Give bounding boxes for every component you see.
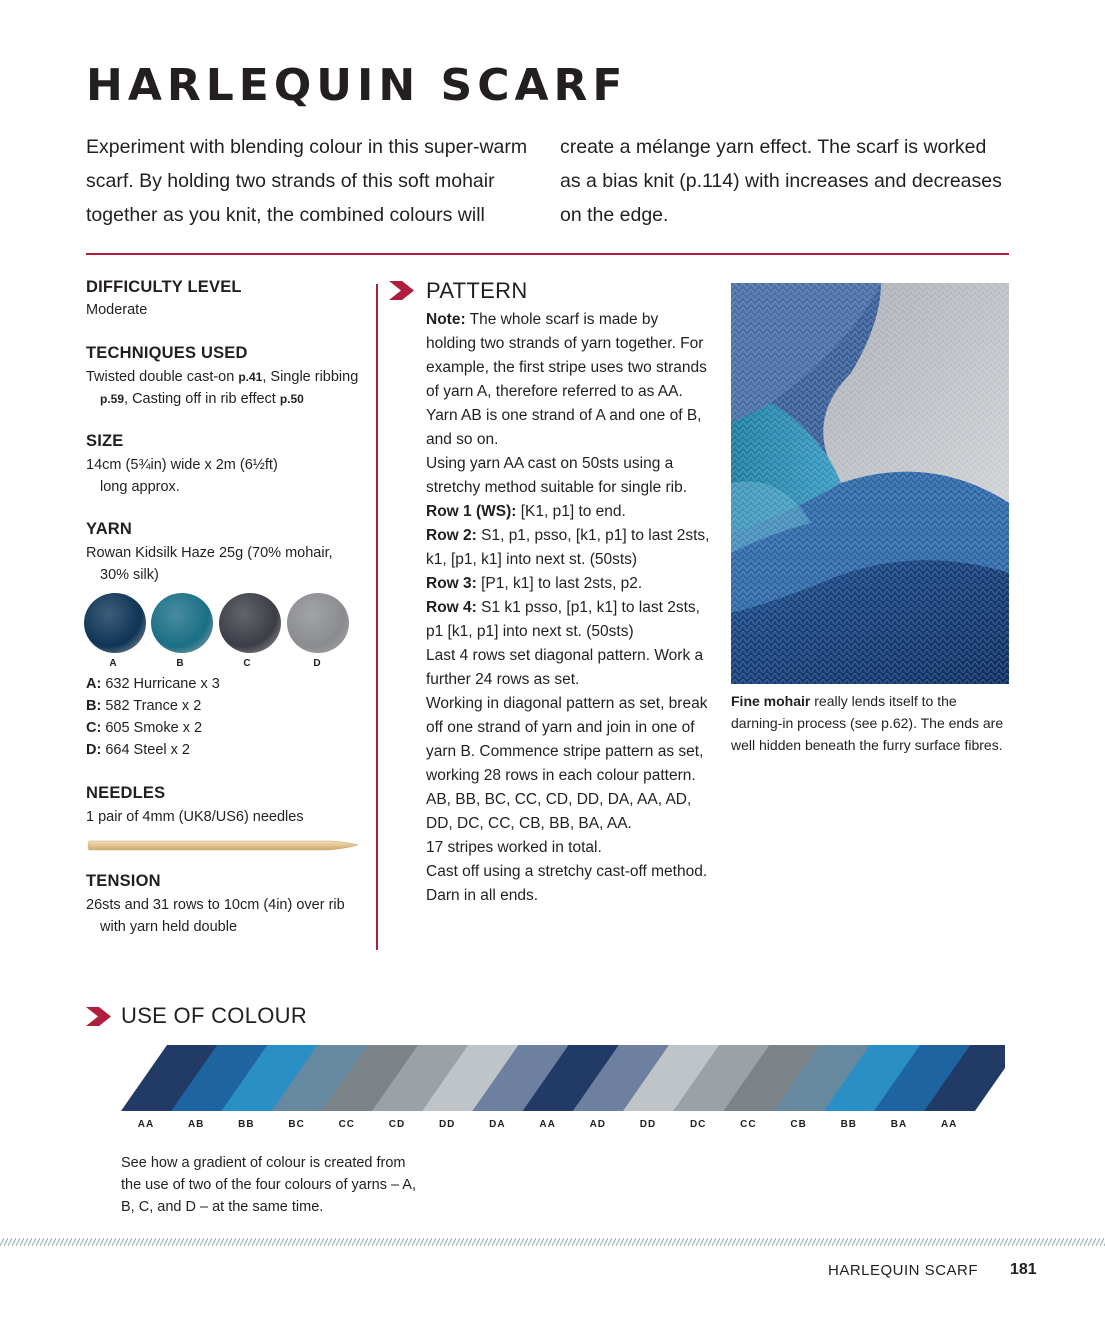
intro-left-column: Experiment with blending colour in this super-warm scarf. By holding two strands of this soft mohair together as you knit, the combined colours will xyxy=(86,136,528,226)
note-label: Note: xyxy=(426,311,466,328)
colour-caption: See how a gradient of colour is created from the use of two of the four colours of yarns – A, B, C, and D – at the same time. xyxy=(121,1155,416,1215)
technique-text: , Casting off in rib effect xyxy=(124,391,280,407)
row-label: Row 1 (WS): xyxy=(426,503,517,520)
stripe-label: BB xyxy=(238,1119,255,1130)
pattern-cast-on: Using yarn AA cast on 50sts using a stretchy method suitable for single rib. xyxy=(426,455,688,496)
stripe-label: AA xyxy=(539,1119,556,1130)
intro-right-column: create a mélange yarn effect. The scarf is worked as a bias knit (p.114) with increases and decreases on the edge. xyxy=(560,136,1002,226)
caption-text: really lends itself to the darning-in process (see p.62). The ends are well hidden beneath the furry surface fibres. xyxy=(731,693,1004,753)
section-divider xyxy=(86,253,1009,255)
page-title: HARLEQUIN SCARF xyxy=(86,60,628,111)
yarn-key: D: xyxy=(86,742,102,758)
stripe-label: DA xyxy=(489,1119,506,1130)
page-number: 181 xyxy=(1010,1261,1037,1278)
tension-body xyxy=(86,894,376,938)
knitting-needle-image xyxy=(86,836,362,856)
yarn-ball-label: B xyxy=(176,658,184,669)
stripe-label: BA xyxy=(890,1119,908,1130)
chevron-right-icon xyxy=(86,1007,111,1026)
yarn-key: C: xyxy=(86,720,102,736)
stripe-label: AB xyxy=(187,1119,205,1130)
tension-heading: TENSION xyxy=(86,872,161,890)
pattern-paragraph: Working in diagonal pattern as set, break off one strand of yarn and join in one of yarn B. Commence stripe pattern as set, working 28 rows in each colour pattern. xyxy=(426,695,708,784)
pattern-note xyxy=(426,308,711,452)
page-ref: p.41 xyxy=(238,370,263,384)
yarn-ball-a xyxy=(84,593,146,653)
column-divider xyxy=(376,284,378,950)
size-body xyxy=(86,454,376,498)
technique-text: , Single ribbing xyxy=(262,369,359,385)
stripe-label: DD xyxy=(639,1119,657,1130)
footer-border xyxy=(0,1238,1105,1246)
yarn-heading: YARN xyxy=(86,520,133,538)
note-text: The whole scarf is made by holding two strands of yarn together. For example, the first stripe uses two strands of yarn A, therefore referred to as AA. Yarn AB is one strand of A and one of B, and so on. xyxy=(426,311,707,448)
row-text: S1 k1 psso, [p1, k1] to last 2sts, p1 [k1, p1] into next st. (50sts) xyxy=(426,599,700,640)
yarn-desc: 632 Hurricane x 3 xyxy=(101,676,220,692)
techniques-heading: TECHNIQUES USED xyxy=(86,344,248,362)
stripe-label: AA xyxy=(137,1119,155,1130)
page-ref: p.59 xyxy=(100,392,125,406)
technique-line-2 xyxy=(86,388,376,410)
row-text: [P1, k1] to last 2sts, p2. xyxy=(476,575,643,592)
pattern-row-1 xyxy=(426,500,711,524)
stripe-label: BB xyxy=(840,1119,858,1130)
yarn-ball-label: A xyxy=(109,658,117,669)
tension-line: with yarn held double xyxy=(100,919,238,935)
yarn-line: 30% silk) xyxy=(100,567,159,583)
yarn-item xyxy=(86,742,190,758)
yarn-ball-label: D xyxy=(313,658,321,669)
yarn-item xyxy=(86,676,220,692)
page-ref: p.50 xyxy=(279,392,304,406)
row-label: Row 3: xyxy=(426,575,477,592)
yarn-body xyxy=(86,542,376,586)
pattern-row-4 xyxy=(426,596,711,644)
stripe-count: 17 stripes worked in total. xyxy=(426,839,602,856)
chevron-right-icon xyxy=(389,281,414,300)
yarn-key: A: xyxy=(86,676,102,692)
pattern-row-3 xyxy=(426,572,711,596)
pattern-paragraph: Last 4 rows set diagonal pattern. Work a further 24 rows as set. xyxy=(426,647,704,688)
stripe-label: BC xyxy=(288,1119,305,1130)
use-of-colour-heading: USE OF COLOUR xyxy=(121,1003,308,1028)
stripe-label: CD xyxy=(388,1119,406,1130)
pattern-cast-off: Cast off using a stretchy cast-off method. Darn in all ends. xyxy=(426,863,708,904)
row-text: [K1, p1] to end. xyxy=(516,503,626,520)
stripe-label: AA xyxy=(940,1119,958,1130)
yarn-desc: 664 Steel x 2 xyxy=(101,742,190,758)
yarn-ball-b xyxy=(151,593,213,653)
yarn-ball-c xyxy=(219,593,281,653)
stripe-label: CC xyxy=(338,1119,356,1130)
tension-line: 26sts and 31 rows to 10cm (4in) over rib xyxy=(86,897,345,913)
technique-text: Twisted double cast-on xyxy=(86,369,239,385)
difficulty-heading: DIFFICULTY LEVEL xyxy=(86,278,242,296)
techniques-body xyxy=(86,366,376,410)
yarn-desc: 605 Smoke x 2 xyxy=(101,720,203,736)
pattern-heading: PATTERN xyxy=(426,278,528,303)
stripe-label: CB xyxy=(790,1119,807,1130)
stripe-sequence: AB, BB, BC, CC, CD, DD, DA, AA, AD, DD, DC, CC, CB, BB, BA, AA. xyxy=(426,791,692,832)
size-line: 14cm (5¾in) wide x 2m (6½ft) xyxy=(86,457,278,473)
size-heading: SIZE xyxy=(86,432,124,450)
caption-bold: Fine mohair xyxy=(731,693,811,709)
yarn-ball-label: C xyxy=(243,658,251,669)
yarn-ball-d xyxy=(287,593,349,653)
pattern-row-2 xyxy=(426,524,711,572)
row-label: Row 4: xyxy=(426,599,477,616)
yarn-desc: 582 Trance x 2 xyxy=(101,698,202,714)
colour-gradient-stripes xyxy=(115,1043,1005,1115)
row-text: S1, p1, psso, [k1, p1] to last 2sts, k1, [p1, k1] into next st. (50sts) xyxy=(426,527,710,568)
stripe-label: DD xyxy=(438,1119,456,1130)
stripe-label: DC xyxy=(689,1119,707,1130)
stripe-label: AD xyxy=(589,1119,607,1130)
difficulty-value: Moderate xyxy=(86,302,148,318)
row-label: Row 2: xyxy=(426,527,477,544)
size-line: long approx. xyxy=(100,479,180,495)
needles-value: 1 pair of 4mm (UK8/US6) needles xyxy=(86,809,304,825)
yarn-line: Rowan Kidsilk Haze 25g (70% mohair, xyxy=(86,545,333,561)
pattern-body xyxy=(426,308,711,908)
photo-caption xyxy=(731,690,1006,756)
needles-heading: NEEDLES xyxy=(86,784,166,802)
stripe-label: CC xyxy=(740,1119,757,1130)
scarf-photo xyxy=(731,283,1009,684)
yarn-item xyxy=(86,720,202,736)
yarn-key: B: xyxy=(86,698,102,714)
yarn-item xyxy=(86,698,201,714)
footer-title: HARLEQUIN SCARF xyxy=(828,1262,979,1279)
